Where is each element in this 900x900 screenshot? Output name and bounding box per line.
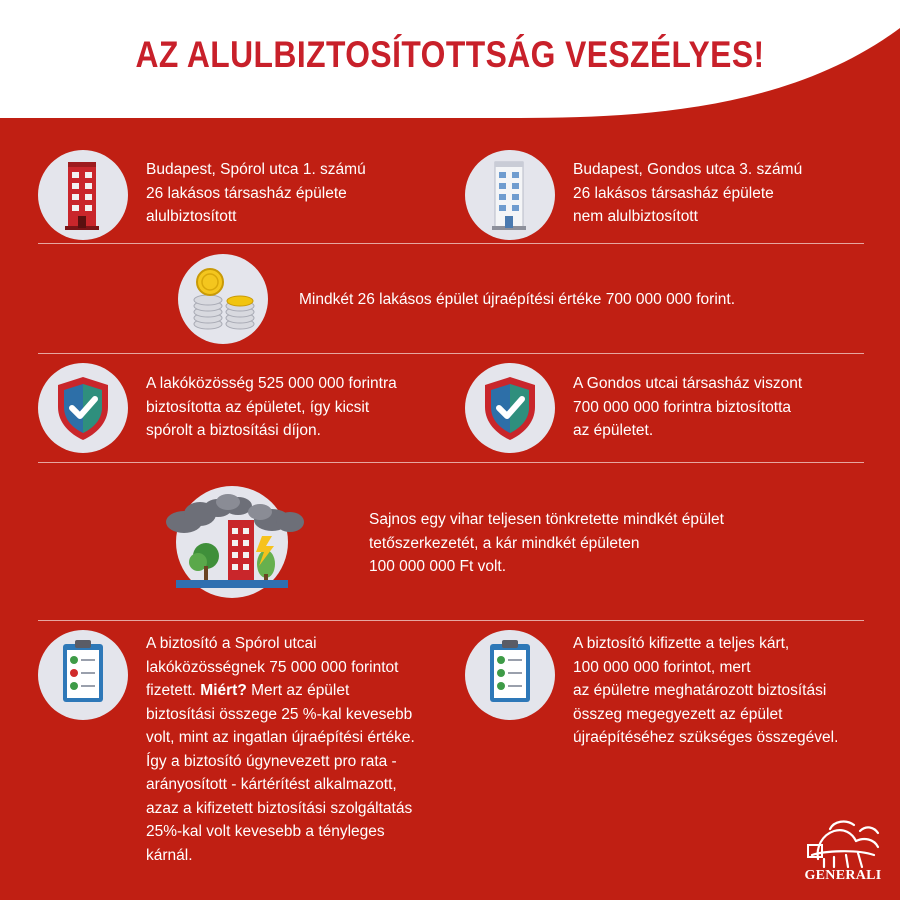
divider [38,620,864,621]
insured-left-text: A lakóközösség 525 000 000 forintra biztosította az épületet, így kicsit spórolt a biztosítási díjon. [146,375,397,439]
shield-check-icon [38,363,128,453]
value-text: Mindkét 26 lakásos épület újraépítési értéke 700 000 000 forint. [299,291,735,308]
storm-text: Sajnos egy vihar teljesen tönkretette mindkét épület tetőszerkezetét, a kár mindkét épületen 100 000 000 Ft volt. [369,511,724,575]
generali-logo-text: GENERALI [804,868,882,883]
white-building-icon [465,150,555,240]
payout-left-text-part: Mert az épület biztosítási összege 25 %-kal kevesebb volt, mint az ingatlan újraépítési értéke. Így a biztosító úgynevezett pro rata - arányosított - kártérítést alkalmazott, azaz a kifizetett biztosítási szolgáltatás 25%-kal volt kevesebb a tényleges kárnál. [146,682,415,864]
coins-icon [178,254,268,344]
storm-building-icon [176,486,288,598]
divider [38,462,864,463]
divider [38,353,864,354]
checklist-all-checked-icon [465,630,555,720]
payout-left-text-part: A biztosító a Spórol utcai lakóközösségnek 75 000 000 forintot fizetett. [146,635,399,699]
building-right-text: Budapest, Gondos utca 3. számú 26 lakásos társasház épülete nem alulbiztosított [573,161,803,225]
checklist-with-x-icon [38,630,128,720]
red-building-icon [38,150,128,240]
insured-right-text: A Gondos utcai társasház viszont 700 000 000 forintra biztosította az épületet. [573,375,803,439]
shield-check-icon [465,363,555,453]
page-title: AZ ALULBIZTOSÍTOTTSÁG VESZÉLYES! [135,34,765,75]
payout-left-text [146,632,415,867]
building-left-text: Budapest, Spórol utca 1. számú 26 lakásos társasház épülete alulbiztosított [146,161,366,225]
payout-right-text: A biztosító kifizette a teljes kárt, 100 000 000 forintot, mert az épületre meghatározott biztosítási összeg megegyezett az épület újraépítéséhez szükséges összegével. [573,635,839,746]
payout-left-question: Miért? [200,682,247,699]
divider [38,243,864,244]
